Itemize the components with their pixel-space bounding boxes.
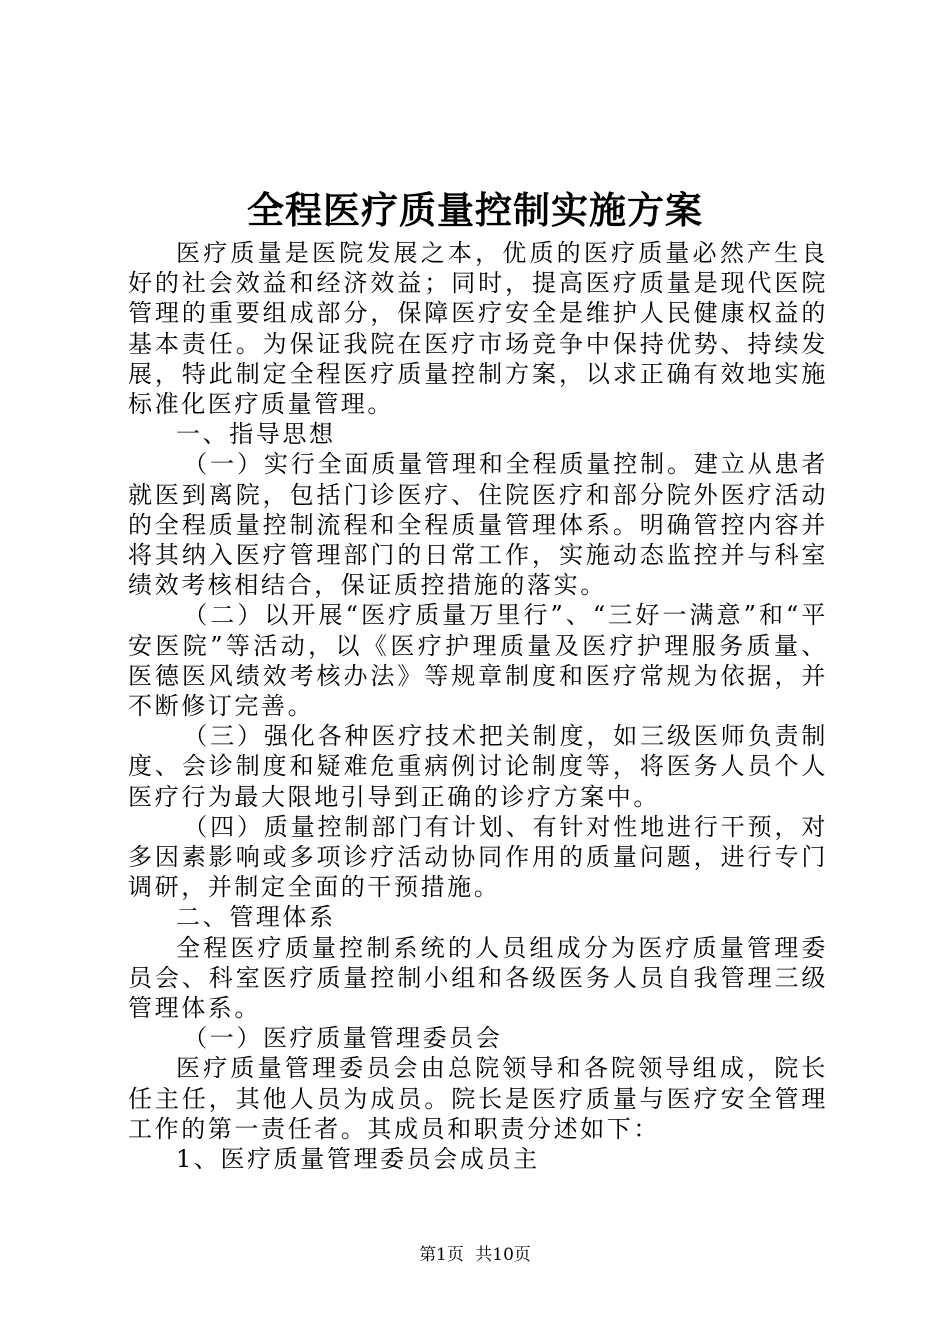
management-system-paragraph: 全程医疗质量控制系统的人员组成分为医疗质量管理委员会、科室医疗质量控制小组和各级医务人员自我管理三级管理体系。 <box>128 933 828 1023</box>
paragraph-item-4: （四）质量控制部门有计划、有针对性地进行干预，对多因素影响或多项诊疗活动协同作用的质量问题，进行专门调研，并制定全面的干预措施。 <box>128 812 828 902</box>
section-heading-guiding-ideology: 一、指导思想 <box>176 420 336 449</box>
paragraph-item-3: （三）强化各种医疗技术把关制度，如三级医师负责制度、会诊制度和疑难危重病例讨论制度等，将医务人员个人医疗行为最大限地引导到正确的诊疗方案中。 <box>128 722 828 811</box>
page-footer: 第1页 共10页 <box>419 1245 531 1265</box>
paragraph-item-1: （一）实行全面质量管理和全程质量控制。建立从患者就医到离院，包括门诊医疗、住院医疗和部分院外医疗活动的全程质量控制流程和全程质量管理体系。明确管控内容并将其纳入医疗管理部门的日常工作，实施动态监控并与科室绩效考核相结合，保证质控措施的落实。 <box>128 450 828 600</box>
committee-members-item: 1、医疗质量管理委员会成员主 <box>176 1145 540 1174</box>
document-title: 全程医疗质量控制实施方案 <box>247 188 703 232</box>
subheading-quality-committee: （一）医疗质量管理委员会 <box>183 1024 503 1053</box>
paragraph-item-2: （二）以开展“医疗质量万里行”、“三好一满意”和“平安医院”等活动，以《医疗护理质量及医疗护理服务质量、医德医风绩效考核办法》等规章制度和医疗常规为依据，并不断修订完善。 <box>128 601 828 721</box>
document-body <box>128 238 828 1174</box>
section-heading-management-system: 二、管理体系 <box>176 903 336 932</box>
intro-paragraph: 医疗质量是医院发展之本，优质的医疗质量必然产生良好的社会效益和经济效益；同时，提高医疗质量是现代医院管理的重要组成部分，保障医疗安全是维护人民健康权益的基本责任。为保证我院在医疗市场竞争中保持优势、持续发展，特此制定全程医疗质量控制方案，以求正确有效地实施标准化医疗质量管理。 <box>128 239 828 419</box>
committee-paragraph: 医疗质量管理委员会由总院领导和各院领导组成，院长任主任，其他人员为成员。院长是医疗质量与医疗安全管理工作的第一责任者。其成员和职责分述如下： <box>128 1054 828 1143</box>
